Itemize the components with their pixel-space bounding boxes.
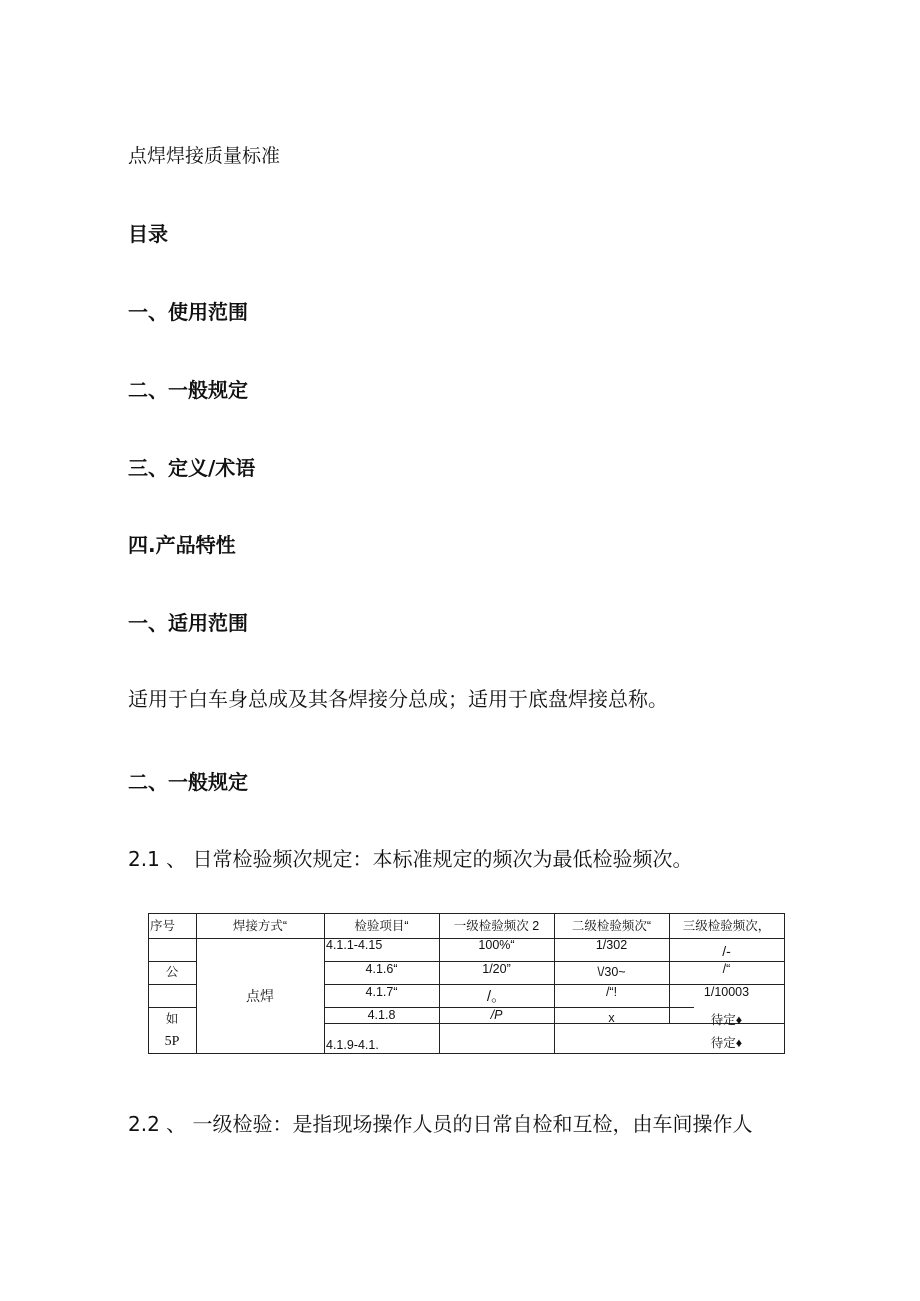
table-cell-item: 4.1.7“: [365, 984, 398, 999]
toc-item-product-features: 四.产品特性: [128, 533, 236, 557]
table-cell-level1: /P: [490, 1007, 503, 1022]
table-cell-no: 5P: [164, 1034, 180, 1049]
table-border-top: [148, 913, 785, 914]
table-cell-level2: \/30~: [597, 964, 626, 979]
toc-item-scope: 一、使用范围: [128, 300, 248, 324]
paragraph-2-1: 2.1 、 日常检验频次规定：本标准规定的频次为最低检验频次。: [128, 847, 693, 871]
table-border-right: [784, 913, 785, 1054]
table-cell-level2: 1/302: [595, 937, 628, 952]
document-title: 点焊焊接质量标准: [128, 145, 281, 167]
table-cell-level1: 100%“: [478, 937, 515, 952]
paragraph-2-2: 2.2 、 一级检验：是指现场操作人员的日常自检和互检，由车间操作人: [128, 1112, 753, 1136]
section-scope-text: 适用于白车身总成及其各焊接分总成；适用于底盘焊接总称。: [128, 687, 668, 711]
table-header-inspection-item: 检验项目“: [354, 918, 409, 933]
table-cell-level3: 待定♦: [710, 1012, 743, 1027]
table-header-level3: 三级检验频次，: [682, 918, 771, 933]
table-cell-item: 4.1.9-4.1.: [326, 1037, 379, 1052]
table-row-divider: [148, 1007, 196, 1008]
section-general-rules-heading: 二、一般规定: [128, 770, 248, 794]
table-cell-weld-method: 点焊: [246, 987, 274, 1004]
table-cell-level2: [554, 1038, 669, 1052]
table-border-bottom: [148, 1053, 785, 1054]
table-cell-level2: /“!: [605, 984, 618, 999]
table-cell-level1: 1/20”: [482, 961, 511, 976]
table-cell-level3: 待定♦: [710, 1035, 743, 1050]
table-header-level1: 一级检验频次 2: [453, 918, 540, 933]
table-header-weld-method: 焊接方式“: [232, 918, 288, 933]
table-cell-level1: /。: [486, 987, 507, 1005]
table-header-no: 序号: [150, 918, 176, 933]
table-cell-level1: [439, 1038, 554, 1052]
table-cell-no: [148, 984, 196, 1007]
table-cell-level3: /“: [722, 961, 731, 976]
section-scope-heading: 一、适用范围: [128, 611, 248, 635]
table-cell-item: 4.1.8: [367, 1007, 396, 1022]
toc-item-general-rules: 二、一般规定: [128, 378, 248, 402]
table-cell-level3: /-: [722, 943, 731, 959]
toc-item-definitions: 三、定义/术语: [128, 456, 256, 480]
table-cell-no: 公: [165, 965, 179, 980]
toc-heading: 目录: [128, 222, 168, 246]
table-header-level2: 二级检验频次“: [571, 918, 652, 933]
inspection-frequency-table: [148, 913, 785, 1054]
table-cell-level3: 1/10003: [703, 984, 750, 999]
table-cell-no: [148, 938, 196, 961]
table-cell-level2: x: [608, 1010, 615, 1025]
table-cell-no: 如: [165, 1011, 179, 1026]
table-cell-item: 4.1.6“: [365, 961, 398, 976]
table-cell-item: 4.1.1-4.15: [326, 937, 383, 952]
